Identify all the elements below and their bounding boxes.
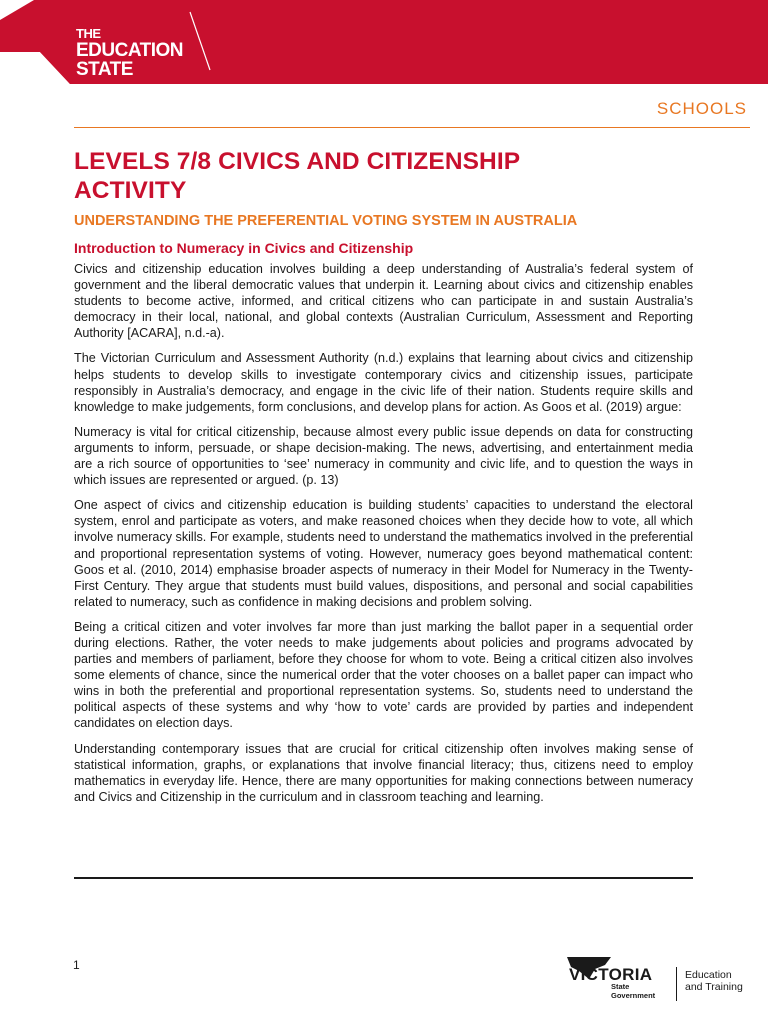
section-heading: Introduction to Numeracy in Civics and Citizenship — [74, 240, 414, 256]
paragraph-2: The Victorian Curriculum and Assessment Authority (n.d.) explains that learning about civics and citizenship helps students to develop skills to investigate contemporary civics and citizenship issues, participate responsibly in Australia’s democracy, and engage in the civic life of their nation. Students require skills and knowledge to make judgements, form conclusions, and develop plans for action. As Goos et al. (2019) argue: — [74, 351, 693, 414]
paragraph-5: Understanding contemporary issues that are crucial for critical citizenship often involves making sense of statistical information, graphs, or explanations that involve financial literacy; thus, citizens need to employ mathematics in everyday life. Hence, there are many opportunities for making connections between numeracy and Civics and Citizenship in the curriculum and in classroom teaching and learning. — [74, 741, 693, 804]
state-label: State — [611, 982, 630, 991]
department-line-1: Education — [685, 969, 732, 981]
schools-divider — [74, 127, 750, 128]
page-title — [74, 147, 693, 205]
footer-logo-divider — [676, 967, 677, 1001]
department-line-2: and Training — [685, 981, 743, 993]
logo-line-state: STATE — [76, 59, 133, 80]
department-label — [685, 969, 743, 993]
paragraph-4: Being a critical citizen and voter involves far more than just marking the ballot paper in a sequential order during elections. Rather, the voter needs to make judgements about policies and programs advocated by parties and members of parliament, before they choose for whom to vote. Being a critical citizen also involves some elements of chance, since the numerical order that the voter chooses on a ballet paper can impact who wins in both the preferential and proportional representation systems. So, students need to understand the political aspects of these systems and why ‘how to vote’ cards are provided by parties and independent candidates on election days. — [74, 619, 693, 731]
bottom-divider — [74, 877, 693, 879]
logo-line-education: EDUCATION — [76, 40, 184, 61]
victoria-wordmark: VICTORIA — [569, 965, 653, 984]
government-label: Government — [611, 990, 656, 1000]
victoria-government-logo — [565, 953, 745, 1005]
block-quote: Numeracy is vital for critical citizenship, because almost every public issue depends on data for constructing arguments to inform, persuade, or shape decision-making. The news, advertising, and entertainment media are a rich source of opportunities to ‘see’ numeracy in community and civic life, and to question the ways in which issues are represented or argued. (p. 13) — [74, 424, 693, 488]
schools-label: SCHOOLS — [656, 99, 747, 118]
paragraph-3: One aspect of civics and citizenship education is building students’ capacities to understand the electoral system, enrol and participate as voters, and make reasoned choices when they decide how to vote, all which involve numeracy skills. For example, students need to understand the mathematics involved in the preferential and proportional representation systems of voting. However, numeracy goes beyond mathematical content: Goos et al. (2010, 2014) emphasise broader aspects of numeracy in their Model for Numeracy in the Twenty-First Century. They argue that students must build values, dispositions, and personal and social capabilities related to numeracy, such as confidence in making decisions and problem solving. — [74, 498, 693, 609]
page-subtitle: UNDERSTANDING THE PREFERENTIAL VOTING SYSTEM IN AUSTRALIA — [74, 213, 578, 229]
logo-line-the: THE — [76, 26, 101, 41]
page-title-line-1: LEVELS 7/8 CIVICS AND CITIZENSHIP — [74, 148, 521, 175]
education-state-logo — [76, 27, 183, 79]
page-number: 1 — [73, 958, 80, 972]
document-body — [74, 147, 693, 805]
state-government-label — [611, 983, 655, 1000]
page-title-line-2: ACTIVITY — [74, 177, 187, 204]
paragraph-1: Civics and citizenship education involves building a deep understanding of Australia’s federal system of government and the liberal democratic values that underpin it. Learning about civics and citizenship enables students to become active, informed, and critical citizens who can participate in and sustain Australia’s democracy in their local, national, and global contexts (Australian Curriculum, Assessment and Reporting Authority [ACARA], n.d.-a). — [74, 262, 693, 341]
